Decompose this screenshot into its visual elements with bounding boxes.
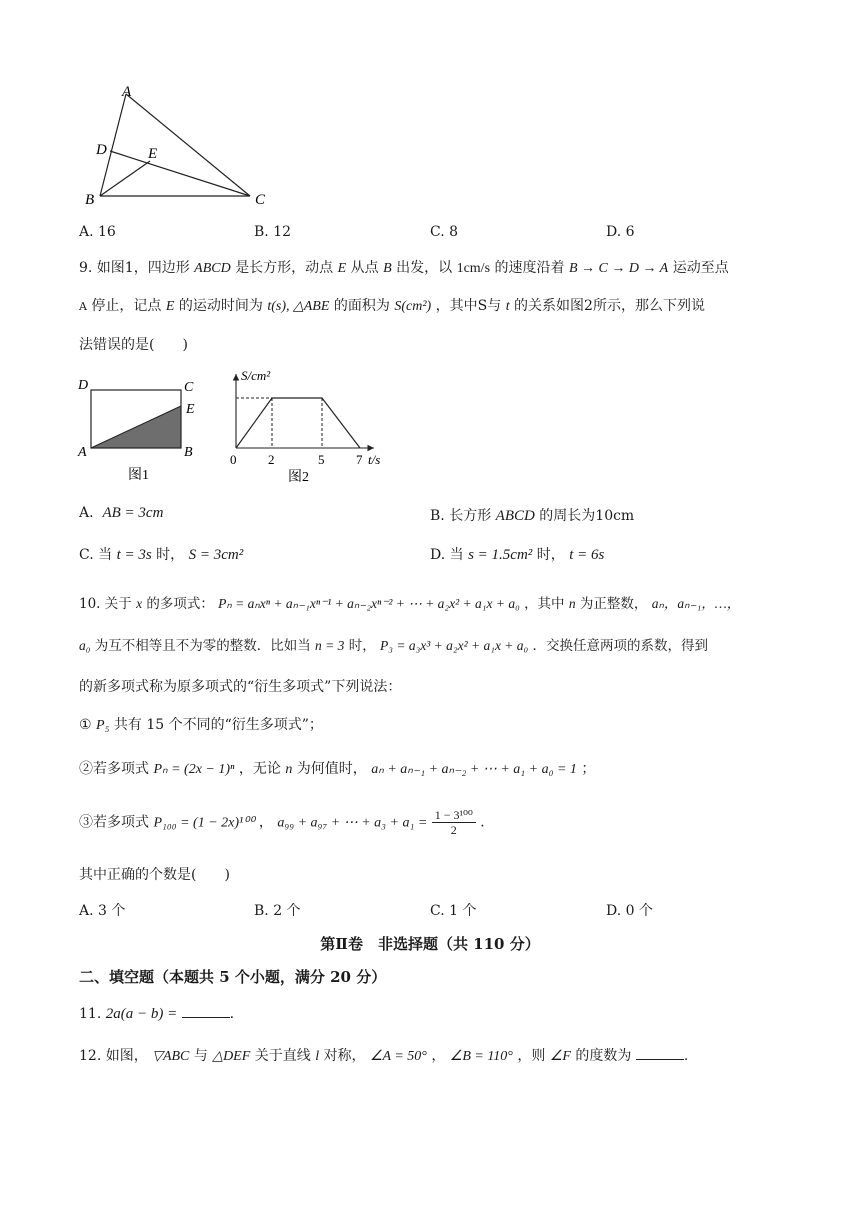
- q10-text: ；: [581, 761, 596, 777]
- label-a: A: [122, 84, 132, 100]
- q10-p3: P₃ = a₃x³ + a₂x² + a₁x + a₀: [380, 638, 529, 653]
- q9-point-a: A: [79, 300, 87, 313]
- q8-option-d[interactable]: D. 6: [606, 224, 635, 240]
- q9-line-2: [79, 295, 705, 315]
- option-d-t: t = 6s: [569, 547, 605, 563]
- q9-line-1: [79, 257, 729, 277]
- q10-text: 10. 关于: [79, 596, 132, 612]
- q10-text: ．: [480, 814, 495, 831]
- label-d: D: [96, 142, 107, 158]
- q11-answer-blank[interactable]: [182, 1005, 230, 1018]
- q9-time-area: t(s), △ABE: [267, 299, 330, 314]
- triangle-figure-q8: [80, 82, 280, 212]
- q10-text: ，无论: [238, 761, 281, 777]
- rectangle-figure-1: [74, 372, 204, 484]
- q10-text: ②若多项式: [79, 761, 149, 777]
- q12-end: .: [683, 1048, 689, 1064]
- segment-ac: [126, 94, 250, 196]
- q8-option-c[interactable]: C. 8: [430, 224, 459, 240]
- q9-point-e: E: [165, 299, 175, 314]
- q10-p100-formula: P₁₀₀ = (1 − 2x)¹⁰⁰: [153, 815, 255, 831]
- q9-text: 的运动时间为: [178, 298, 263, 314]
- q10-sum-all: aₙ + aₙ₋₁ + aₙ₋₂ + ⋯ + a₁ + a₀ = 1: [371, 762, 577, 777]
- q10-coefficients: aₙ，aₙ₋₁，…，: [651, 596, 741, 611]
- q10-option-c[interactable]: C. 1 个: [430, 903, 477, 919]
- q12-text: 12. 如图，: [79, 1048, 148, 1064]
- label-b: B: [85, 192, 95, 208]
- q9-option-c[interactable]: [79, 544, 243, 564]
- q10-text: 的多项式：: [146, 596, 214, 612]
- q9-abcd: ABCD: [194, 261, 231, 276]
- q10-text: 时，: [348, 638, 376, 654]
- q9-text: 从点: [350, 260, 379, 276]
- q12-line-l: l: [315, 1049, 320, 1064]
- q9-text: 的关系如图2所示，那么下列说: [514, 298, 705, 314]
- q12-text: 关于直线: [254, 1048, 311, 1064]
- q9-option-a[interactable]: [79, 505, 163, 522]
- q9-point-e: E: [337, 261, 347, 276]
- option-c-s: S = 3cm²: [188, 547, 244, 563]
- label-c: C: [255, 192, 266, 208]
- label-e: E: [148, 146, 158, 162]
- tick-2: 2: [268, 452, 275, 467]
- figure-1-caption: 图1: [128, 468, 149, 483]
- q10-option-b[interactable]: B. 2 个: [254, 903, 301, 919]
- q10-line-3: 的新多项式称为原多项式的“衍生多项式”下列说法：: [79, 679, 402, 695]
- option-letter: C. 当: [79, 547, 113, 563]
- q10-text: 为何值时，: [296, 761, 367, 777]
- q11: [79, 1005, 234, 1023]
- s-t-graph-line: [236, 398, 360, 448]
- figure-2-caption: 图2: [288, 470, 309, 485]
- q10-line-1: [79, 592, 740, 612]
- q10-text: ，其中: [524, 596, 565, 612]
- q10-odd-sum: a₉₉ + a₉₇ + ⋯ + a₃ + a₁ =: [277, 815, 428, 831]
- q11-expression: 2a(a − b) =: [105, 1006, 178, 1022]
- fraction-numerator: 1 − 3¹⁰⁰: [432, 808, 476, 823]
- q10-text: ．交换任意两项的系数，得到: [532, 638, 709, 654]
- q10-statement-2: [79, 758, 595, 778]
- graph-figure-2: [224, 366, 394, 490]
- q12-triangle-abc: ▽ABC: [152, 1049, 190, 1064]
- q10-question: 其中正确的个数是( ): [79, 867, 230, 883]
- q12-text: 对称，: [323, 1048, 366, 1064]
- label-c: C: [184, 380, 194, 395]
- q9-line-3: 法错误的是( ): [79, 337, 188, 353]
- q9-text: ，其中S与: [435, 298, 502, 314]
- q8-option-b[interactable]: B. 12: [254, 224, 292, 240]
- q10-marker: ①: [79, 717, 92, 733]
- q11-end: .: [229, 1006, 235, 1022]
- q10-text: ③若多项式: [79, 814, 149, 831]
- q12: [79, 1045, 688, 1065]
- option-letter: D. 当: [430, 547, 464, 563]
- q10-var-n: n: [568, 596, 576, 611]
- q9-speed: 1cm/s: [456, 261, 491, 276]
- option-b-text: 的周长为10cm: [539, 508, 635, 524]
- option-c-text: 时，: [156, 547, 185, 563]
- option-d-text: 时，: [536, 547, 565, 563]
- q12-angle-a: ∠A = 50°: [369, 1049, 427, 1064]
- q10-p5: P₅: [96, 718, 110, 733]
- q9-path: B → C → D → A: [568, 261, 669, 276]
- option-d-s: s = 1.5cm²: [468, 547, 533, 563]
- q10-pn-formula: Pₙ = (2x − 1)ⁿ: [153, 762, 235, 777]
- q10-a0: a₀: [79, 638, 91, 653]
- q12-text: ，: [431, 1048, 446, 1064]
- tick-5: 5: [318, 452, 325, 467]
- segment-dc: [110, 151, 250, 196]
- q12-text: ，则: [517, 1048, 546, 1064]
- option-b-abcd: ABCD: [495, 508, 535, 524]
- x-axis-label: t/s: [368, 452, 381, 467]
- fraction-denominator: 2: [450, 823, 457, 837]
- q10-text: 为互不相等且不为零的整数．比如当: [94, 638, 311, 654]
- q10-line-2: [79, 634, 708, 654]
- q10-n3: n = 3: [315, 638, 345, 653]
- q10-text: 共有 15 个不同的“衍生多项式”；: [113, 717, 323, 733]
- q11-number: 11.: [79, 1006, 102, 1022]
- q9-option-b[interactable]: [430, 505, 634, 525]
- option-letter: B. 长方形: [430, 508, 492, 524]
- option-a-text: AB = 3cm: [102, 505, 164, 521]
- q10-option-a[interactable]: A. 3 个: [79, 903, 126, 919]
- q12-text: 与: [193, 1048, 208, 1064]
- q9-text: 运动至点: [672, 260, 729, 276]
- q9-text: 9. 如图1，四边形: [79, 260, 190, 276]
- q10-statement-1: [79, 714, 323, 734]
- q12-triangle-def: △DEF: [212, 1049, 251, 1064]
- q8-option-a[interactable]: A. 16: [79, 224, 116, 240]
- q10-var-n: n: [285, 762, 293, 777]
- fill-in-section-title: 二、填空题（本题共 5 个小题，满分 20 分）: [79, 968, 387, 986]
- label-d: D: [78, 378, 89, 393]
- q10-polynomial: Pₙ = aₙxⁿ + aₙ₋₁xⁿ⁻¹ + aₙ₋₂xⁿ⁻² + ⋯ + a₂x² + a₁x + a₀: [218, 596, 520, 611]
- q9-area-unit: S(cm²): [394, 299, 432, 314]
- q12-answer-blank[interactable]: [636, 1047, 684, 1060]
- q9-text: 停止，记点: [91, 298, 162, 314]
- q9-text: 是长方形，动点: [235, 260, 334, 276]
- q12-angle-b: ∠B = 110°: [449, 1049, 513, 1064]
- q10-option-d[interactable]: D. 0 个: [606, 903, 653, 919]
- section-title: 第Ⅱ卷 非选择题（共 110 分）: [320, 935, 540, 953]
- q9-text: 的面积为: [333, 298, 390, 314]
- q10-statement-3: [79, 808, 494, 837]
- q12-text: 的度数为: [575, 1048, 632, 1064]
- q9-point-b: B: [383, 261, 392, 276]
- q12-angle-f: ∠F: [549, 1049, 571, 1064]
- q10-text: 为正整数，: [579, 596, 648, 612]
- q9-text: 出发，以: [396, 260, 453, 276]
- q10-var-x: x: [136, 596, 143, 611]
- tick-7: 7: [356, 452, 363, 467]
- y-axis-label: S/cm²: [241, 368, 271, 383]
- option-c-t: t = 3s: [116, 547, 152, 563]
- q9-option-d[interactable]: [430, 544, 604, 564]
- option-letter: A.: [79, 505, 94, 521]
- label-a: A: [78, 445, 87, 460]
- label-e: E: [186, 402, 195, 417]
- q9-var-t: t: [505, 299, 510, 314]
- tick-0: 0: [230, 452, 237, 467]
- q10-text: ，: [258, 814, 273, 831]
- q10-fraction: [432, 808, 476, 837]
- q9-text: 的速度沿着: [494, 260, 565, 276]
- label-b: B: [184, 445, 193, 460]
